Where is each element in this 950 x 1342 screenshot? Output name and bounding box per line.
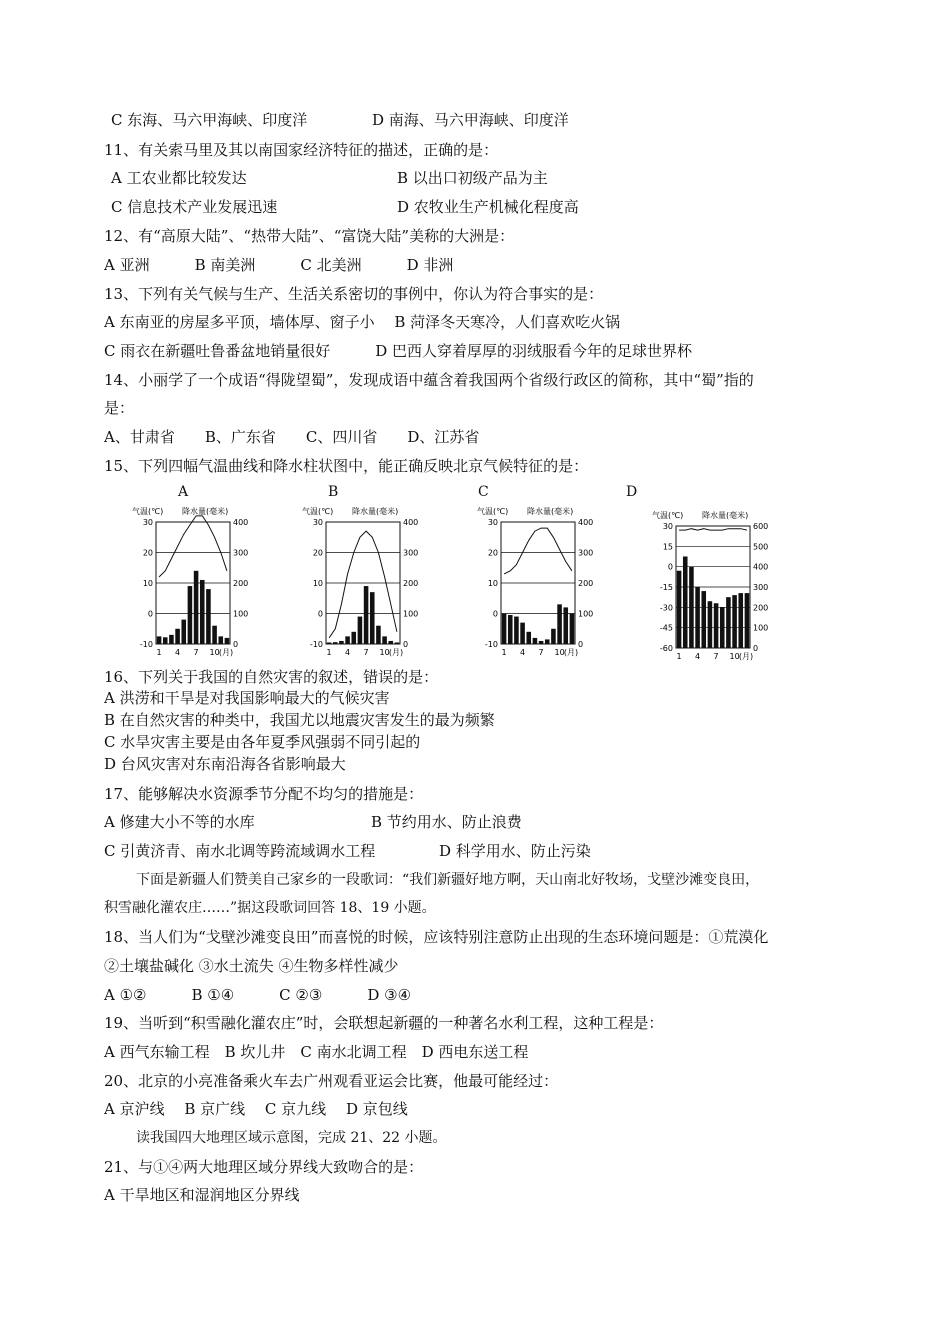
temperature-curve [679, 529, 747, 530]
temperature-curve [159, 516, 227, 577]
month-tick-label: 7 [193, 648, 199, 657]
q16-option-d: D 台风灾害对东南沿海各省影响最大 [104, 755, 346, 773]
precipitation-bar [726, 597, 731, 648]
climate-chart-c [475, 504, 615, 670]
temp-tick-label: 20 [487, 548, 498, 558]
precip-tick-label: 500 [753, 542, 769, 552]
precipitation-bar [689, 567, 694, 648]
precipitation-bar [745, 593, 750, 648]
temp-axis-title: 气温(℃) [132, 507, 164, 516]
precip-tick-label: 0 [753, 644, 759, 653]
precipitation-bar [526, 632, 531, 644]
temp-tick-label: 0 [317, 609, 323, 619]
temp-tick-label: 30 [662, 522, 673, 531]
temp-tick-label: 30 [487, 518, 498, 527]
precipitation-bar [194, 571, 199, 644]
precipitation-bar [683, 557, 688, 649]
q11-option-d: D 农牧业生产机械化程度高 [397, 198, 579, 216]
temp-axis-title: 气温(℃) [652, 511, 684, 520]
month-tick-label: 1 [501, 648, 507, 657]
climate-charts [130, 482, 790, 672]
month-tick-label: 4 [345, 648, 351, 657]
precipitation-bar [708, 601, 713, 648]
temp-tick-label: 20 [312, 548, 323, 558]
question-13: 13、下列有关气候与生产、生活关系密切的事例中，你认为符合事实的是： [104, 285, 604, 303]
precip-tick-label: 0 [578, 640, 584, 649]
temp-tick-label: 30 [142, 518, 153, 527]
question-18: 18、当人们为“戈壁沙滩变良田”而喜悦的时候，应该特别注意防止出现的生态环境问题是：①荒漠化 [104, 928, 769, 946]
question-19: 19、当听到“积雪融化灌农庄”时，会联想起新疆的一种著名水利工程，这种工程是： [104, 1014, 664, 1032]
precip-tick-label: 300 [233, 548, 249, 558]
month-tick-label: 7 [363, 648, 369, 657]
precipitation-bar [181, 620, 186, 644]
precipitation-bar [188, 586, 193, 644]
temp-tick-label: 0 [492, 609, 498, 619]
precipitation-bar [738, 593, 743, 648]
precipitation-bar [570, 614, 575, 645]
q20-options: A 京沪线 B 京广线 C 京九线 D 京包线 [104, 1100, 408, 1118]
chart-label-d: D [626, 484, 638, 500]
precipitation-bar [370, 592, 375, 644]
precip-tick-label: 400 [403, 518, 419, 527]
question-17: 17、能够解决水资源季节分配不均匀的措施是： [104, 785, 424, 803]
climate-chart-a [130, 504, 270, 670]
question-18-cont: ②土壤盐碱化 ③水土流失 ④生物多样性减少 [104, 957, 399, 975]
precip-axis-title: 降水量(毫米) [352, 507, 399, 516]
precip-tick-label: 300 [578, 548, 594, 558]
precipitation-bar [358, 617, 363, 644]
question-21: 21、与①④两大地理区域分界线大致吻合的是： [104, 1158, 424, 1176]
precipitation-bar [520, 623, 525, 644]
temp-tick-label: 15 [662, 542, 673, 552]
month-tick-label: 10 [379, 648, 390, 657]
precip-tick-label: 0 [233, 640, 239, 649]
precip-tick-label: 200 [403, 579, 419, 588]
month-tick-label: 10 [209, 648, 220, 657]
precipitation-bar [545, 639, 550, 644]
month-tick-label: 1 [156, 648, 162, 657]
climate-chart-d [650, 508, 790, 670]
temp-tick-label: 0 [667, 562, 673, 572]
precip-tick-label: 200 [578, 579, 594, 588]
temp-tick-label: -15 [659, 583, 673, 592]
q12-options: A 亚洲 B 南美洲 C 北美洲 D 非洲 [104, 256, 454, 274]
question-15: 15、下列四幅气温曲线和降水柱状图中，能正确反映北京气候特征的是： [104, 457, 589, 475]
precipitation-bar [677, 571, 682, 648]
precip-tick-label: 200 [753, 603, 769, 613]
precipitation-bar [364, 586, 369, 644]
temp-axis-title: 气温(℃) [302, 507, 334, 516]
month-axis-label: (月) [563, 648, 579, 657]
precipitation-bar [557, 604, 562, 644]
month-axis-label: (月) [218, 648, 234, 657]
temp-tick-label: 30 [312, 518, 323, 527]
month-tick-label: 7 [713, 652, 719, 661]
precip-tick-label: 200 [233, 579, 249, 588]
q16-option-b: B 在自然灾害的种类中，我国尤以地震灾害发生的最为频繁 [104, 711, 495, 729]
precip-tick-label: 600 [753, 522, 769, 531]
temp-tick-label: 0 [147, 609, 153, 619]
temp-tick-label: -30 [659, 603, 673, 613]
precipitation-bar [345, 636, 350, 644]
temp-tick-label: 10 [142, 579, 153, 588]
q16-option-c: C 水旱灾害主要是由各年夏季风强弱不同引起的 [104, 733, 421, 751]
q13-options-cd: C 雨衣在新疆吐鲁番盆地销量很好 D 巴西人穿着厚厚的羽绒服看今年的足球世界杯 [104, 342, 693, 360]
precipitation-bar [551, 629, 556, 644]
temp-tick-label: 10 [487, 579, 498, 588]
q16-option-a: A 洪涝和干旱是对我国影响最大的气候灾害 [104, 689, 390, 707]
precip-tick-label: 400 [578, 518, 594, 527]
question-16: 16、下列关于我国的自然灾害的叙述，错误的是： [104, 668, 439, 686]
precipitation-bar [351, 632, 356, 644]
q17-option-a: A 修建大小不等的水库 [104, 813, 255, 831]
q11-option-c: C 信息技术产业发展迅速 [111, 198, 278, 216]
q17-option-b: B 节约用水、防止浪费 [371, 813, 522, 831]
precipitation-bar [514, 617, 519, 644]
intro-18-19: 下面是新疆人们赞美自己家乡的一段歌词：“我们新疆好地方啊，天山南北好牧场，戈壁沙滩变良田， [136, 872, 760, 888]
precipitation-bar [701, 591, 706, 648]
question-14-cont: 是： [104, 399, 135, 417]
question-12: 12、有“高原大陆”、“热带大陆”、“富饶大陆”美称的大洲是： [104, 227, 515, 245]
temp-axis-title: 气温(℃) [477, 507, 509, 516]
chart-label-b: B [328, 484, 339, 500]
temp-tick-label: -45 [659, 623, 673, 633]
precip-axis-title: 降水量(毫米) [702, 511, 749, 520]
q10-option-d: D 南海、马六甲海峡、印度洋 [372, 111, 569, 129]
precipitation-bar [225, 638, 230, 644]
month-axis-label: (月) [738, 652, 754, 661]
month-tick-label: 1 [326, 648, 332, 657]
q21-option-a: A 干旱地区和湿润地区分界线 [104, 1186, 300, 1204]
month-axis-label: (月) [388, 648, 404, 657]
q18-options: A ①② B ①④ C ②③ D ③④ [104, 986, 412, 1004]
precipitation-bar [382, 636, 387, 644]
temp-tick-label: 20 [142, 548, 153, 558]
precip-tick-label: 400 [753, 562, 769, 572]
q10-option-c: C 东海、马六甲海峡、印度洋 [111, 111, 308, 129]
precipitation-bar [157, 636, 162, 644]
month-tick-label: 4 [175, 648, 181, 657]
precip-tick-label: 100 [578, 609, 594, 619]
temp-tick-label: 10 [312, 579, 323, 588]
precipitation-bar [169, 635, 174, 644]
temp-tick-label: -10 [484, 640, 498, 649]
month-tick-label: 1 [676, 652, 682, 661]
precipitation-bar [218, 636, 223, 644]
q11-option-a: A 工农业都比较发达 [111, 169, 247, 187]
q14-options: A、甘肃省 B、广东省 C、四川省 D、江苏省 [104, 428, 480, 446]
precipitation-bar [508, 615, 513, 644]
month-tick-label: 7 [538, 648, 544, 657]
precipitation-bar [376, 626, 381, 644]
precip-tick-label: 100 [753, 623, 769, 633]
intro-21-22: 读我国四大地理区域示意图，完成 21、22 小题。 [136, 1130, 447, 1146]
temp-tick-label: -10 [309, 640, 323, 649]
precip-tick-label: 300 [403, 548, 419, 558]
precip-tick-label: 100 [233, 609, 249, 619]
q17-option-c: C 引黄济青、南水北调等跨流域调水工程 [104, 842, 376, 860]
precipitation-bar [163, 637, 168, 644]
intro-18-19-cont: 积雪融化灌农庄……”据这段歌词回答 18、19 小题。 [104, 900, 436, 916]
precip-tick-label: 0 [403, 640, 409, 649]
precip-tick-label: 300 [753, 583, 769, 592]
chart-label-a: A [178, 484, 189, 500]
precip-tick-label: 400 [233, 518, 249, 527]
q11-option-b: B 以出口初级产品为主 [397, 169, 548, 187]
temperature-curve [504, 528, 572, 574]
precipitation-bar [175, 629, 180, 644]
precip-tick-label: 100 [403, 609, 419, 619]
precipitation-bar [212, 626, 217, 644]
precip-axis-title: 降水量(毫米) [182, 507, 229, 516]
precipitation-bar [720, 607, 725, 648]
temp-tick-label: -10 [139, 640, 153, 649]
climate-chart-b [300, 504, 440, 670]
month-tick-label: 10 [554, 648, 565, 657]
q17-option-d: D 科学用水、防止污染 [439, 842, 591, 860]
chart-label-c: C [478, 484, 489, 500]
precipitation-bar [200, 580, 205, 644]
question-14: 14、小丽学了一个成语“得陇望蜀”，发现成语中蕴含着我国两个省级行政区的简称，其中“蜀”指的 [104, 371, 754, 389]
precipitation-bar [563, 607, 568, 644]
temp-tick-label: -60 [659, 644, 673, 653]
q19-options: A 西气东输工程 B 坎儿井 C 南水北调工程 D 西电东送工程 [104, 1043, 529, 1061]
month-tick-label: 4 [520, 648, 526, 657]
precipitation-bar [695, 587, 700, 648]
precipitation-bar [206, 589, 211, 644]
question-20: 20、北京的小亮准备乘火车去广州观看亚运会比赛，他最可能经过： [104, 1072, 559, 1090]
question-11: 11、有关索马里及其以南国家经济特征的描述，正确的是： [104, 141, 499, 159]
month-tick-label: 4 [695, 652, 701, 661]
precipitation-bar [732, 595, 737, 648]
month-tick-label: 10 [729, 652, 740, 661]
q13-options-ab: A 东南亚的房屋多平顶，墙体厚、窗子小 B 菏泽冬天寒冷，人们喜欢吃火锅 [104, 313, 621, 331]
precip-axis-title: 降水量(毫米) [527, 507, 574, 516]
temperature-curve [329, 531, 397, 638]
precipitation-bar [502, 614, 507, 645]
precipitation-bar [714, 603, 719, 648]
precipitation-bar [533, 638, 538, 644]
